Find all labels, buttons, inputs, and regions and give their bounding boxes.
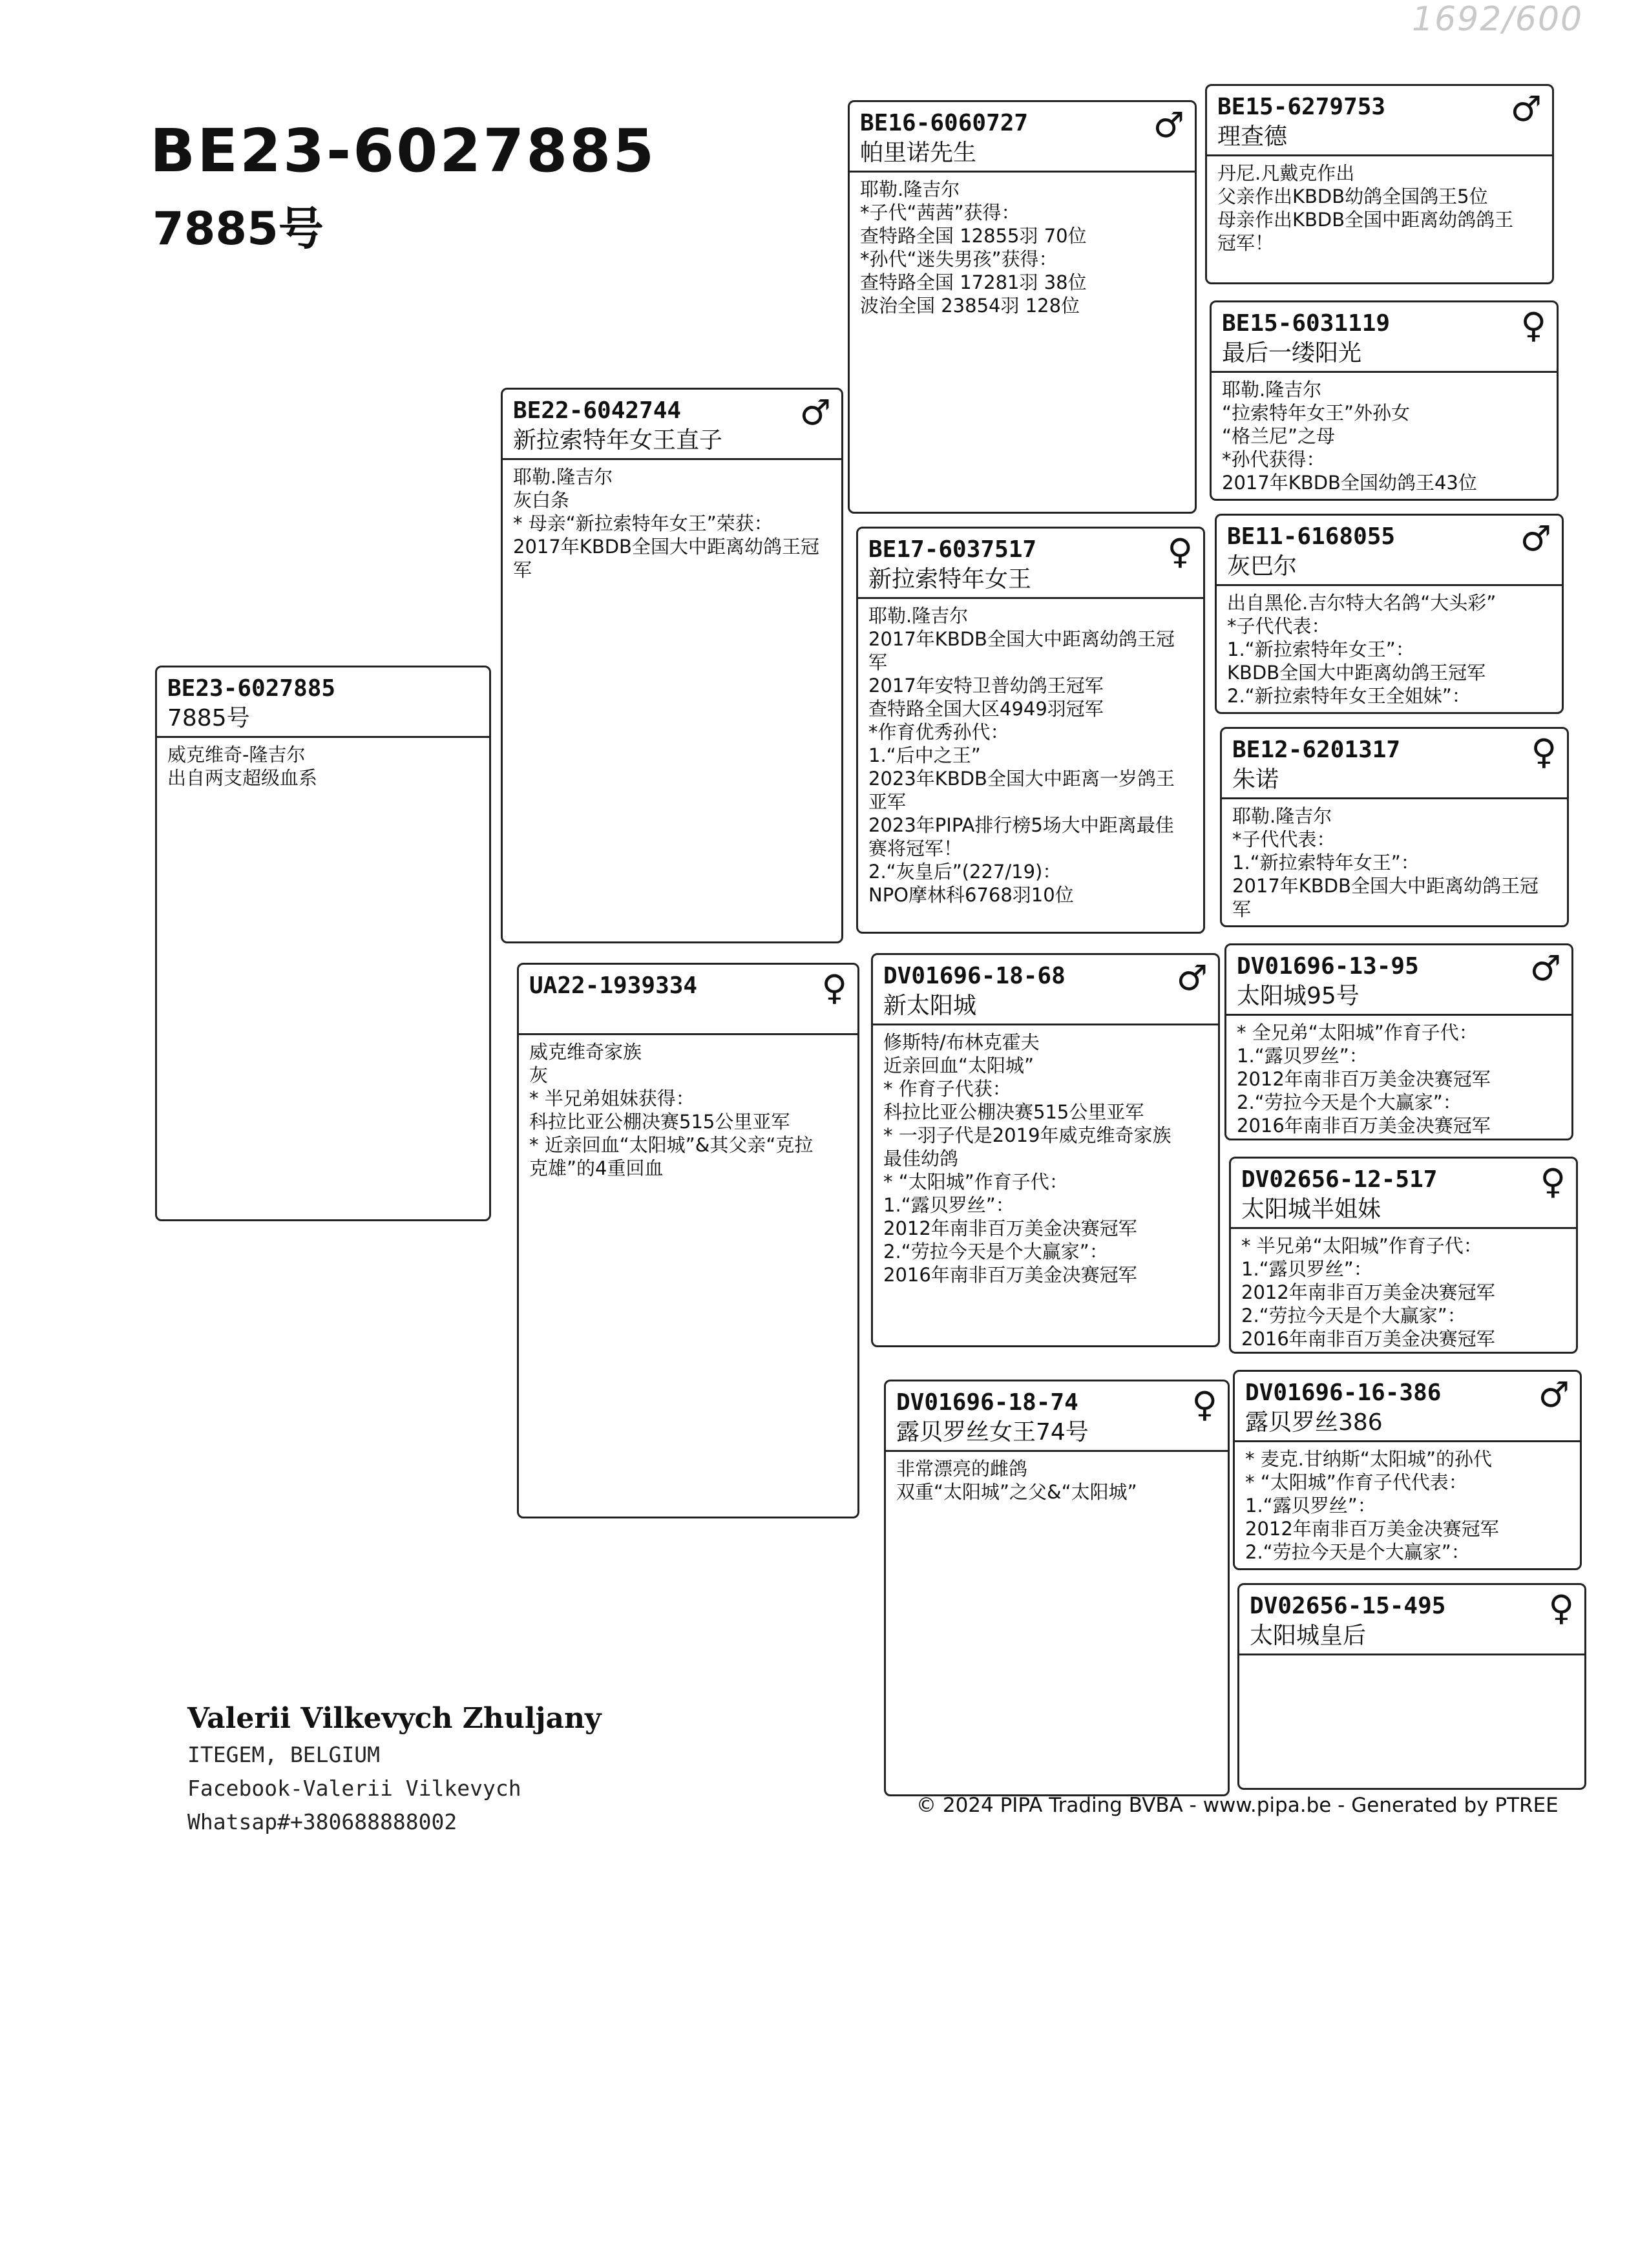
handwritten-corner-note: 1692/600 bbox=[1412, 0, 1584, 39]
note-line: 波治全国 23854羽 128位 bbox=[860, 295, 1080, 317]
note-line: 母亲作出KBDB全国中距离幼鸽鸽王 bbox=[1217, 209, 1514, 231]
pedigree-card-sire-sire-dam bbox=[1210, 300, 1559, 501]
copyright-footer: © 2024 PIPA Trading BVBA - www.pipa.be - Generated by PTREE bbox=[916, 1794, 1559, 1817]
note-line: 科拉比亚公棚决赛515公里亚军 bbox=[529, 1111, 790, 1133]
note-line: 赛将冠军！ bbox=[868, 837, 963, 859]
note-line: 亚军 bbox=[868, 791, 907, 813]
note-line: 丹尼.凡戴克作出 bbox=[1217, 162, 1355, 184]
note-line: 冠军！ bbox=[1217, 232, 1274, 254]
male-symbol-icon: ♂ bbox=[1153, 105, 1184, 145]
card-header bbox=[1217, 516, 1562, 584]
pigeon-name: 太阳城皇后 bbox=[1250, 1622, 1367, 1649]
ring-number: BE11-6168055 bbox=[1227, 523, 1396, 550]
female-symbol-icon: ♀ bbox=[1520, 305, 1546, 346]
pedigree-card-dam-dam-sire bbox=[1233, 1370, 1582, 1570]
note-line: 1.“露贝罗丝”： bbox=[1241, 1258, 1372, 1280]
pedigree-card-sire-sire-sire bbox=[1205, 84, 1554, 284]
card-notes bbox=[519, 1035, 857, 1180]
note-line: 1.“新拉索特年女王”： bbox=[1232, 852, 1420, 874]
note-line: 2.“劳拉今天是个大赢家”： bbox=[883, 1241, 1108, 1263]
note-line: 最佳幼鸽 bbox=[883, 1148, 959, 1170]
note-line: 非常漂亮的雌鸽 bbox=[896, 1458, 1028, 1480]
card-header bbox=[1239, 1585, 1584, 1654]
pigeon-name: 太阳城半姐妹 bbox=[1241, 1196, 1381, 1223]
note-line: 1.“露贝罗丝”： bbox=[883, 1194, 1014, 1216]
card-notes bbox=[503, 460, 841, 582]
note-line: 查特路全国 12855羽 70位 bbox=[860, 225, 1087, 247]
note-line: * 全兄弟“太阳城”作育子代： bbox=[1237, 1022, 1478, 1044]
note-line: 2017年KBDB全国大中距离幼鸽王冠 bbox=[868, 628, 1175, 650]
note-line: 2017年KBDB全国大中距离幼鸽王冠 bbox=[513, 536, 819, 558]
note-line: 耶勒.隆吉尔 bbox=[868, 605, 969, 627]
note-line: *子代“茜茜”获得： bbox=[860, 202, 1020, 224]
male-symbol-icon: ♂ bbox=[799, 392, 831, 433]
note-line: 灰白条 bbox=[513, 489, 570, 511]
pigeon-name: 太阳城95号 bbox=[1237, 983, 1360, 1009]
card-notes bbox=[1222, 799, 1567, 921]
note-line: 1.“露贝罗丝”： bbox=[1245, 1495, 1376, 1517]
card-header bbox=[886, 1381, 1228, 1450]
note-line: 2023年KBDB全国大中距离一岁鸽王 bbox=[868, 768, 1175, 790]
card-notes bbox=[886, 1452, 1228, 1504]
pigeon-name: 新拉索特年女王直子 bbox=[513, 427, 723, 454]
note-line: 修斯特/布林克霍夫 bbox=[883, 1031, 1040, 1053]
male-symbol-icon: ♂ bbox=[1176, 958, 1208, 998]
note-line: 1.“后中之王” bbox=[868, 744, 981, 766]
note-line: 耶勒.隆吉尔 bbox=[860, 178, 960, 200]
note-line: 2012年南非百万美金决赛冠军 bbox=[1237, 1068, 1491, 1090]
female-symbol-icon: ♀ bbox=[1540, 1161, 1566, 1202]
note-line: *孙代“迷失男孩”获得： bbox=[860, 248, 1058, 270]
male-symbol-icon: ♂ bbox=[1510, 89, 1542, 129]
ring-number: DV01696-16-386 bbox=[1245, 1380, 1442, 1406]
ring-number: BE15-6031119 bbox=[1222, 310, 1391, 337]
note-line: 2.“劳拉今天是个大赢家”： bbox=[1237, 1091, 1462, 1113]
note-line: 2.“劳拉今天是个大赢家”： bbox=[1241, 1305, 1466, 1327]
pigeon-name: 7885号 bbox=[167, 705, 250, 731]
card-notes bbox=[1226, 1016, 1571, 1137]
pigeon-name bbox=[529, 1001, 812, 1033]
male-symbol-icon: ♂ bbox=[1520, 518, 1551, 559]
female-symbol-icon: ♀ bbox=[1531, 731, 1557, 772]
note-line: 科拉比亚公棚决赛515公里亚军 bbox=[883, 1101, 1144, 1123]
pedigree-card-dam-sire-sire bbox=[1224, 943, 1573, 1140]
pedigree-card-subject bbox=[155, 666, 491, 1221]
pedigree-card-sire-dam-dam bbox=[1220, 727, 1569, 927]
note-line: *子代代表： bbox=[1232, 828, 1336, 850]
card-header bbox=[1207, 86, 1552, 154]
note-line: 父亲作出KBDB幼鸽全国鸽王5位 bbox=[1217, 185, 1488, 207]
note-line: 耶勒.隆吉尔 bbox=[1222, 379, 1322, 401]
note-line: 1.“新拉索特年女王”： bbox=[1227, 638, 1414, 660]
ring-number: DV01696-18-68 bbox=[883, 963, 1066, 989]
note-line: 出自两支超级血系 bbox=[167, 767, 318, 789]
note-line: 2.“新拉索特年女王全姐妹”： bbox=[1227, 685, 1471, 707]
pedigree-card-sire bbox=[501, 388, 843, 943]
note-line: 军 bbox=[1232, 898, 1252, 920]
card-header bbox=[157, 667, 489, 736]
card-header bbox=[519, 965, 857, 1033]
card-notes bbox=[1207, 156, 1552, 255]
card-header bbox=[1226, 945, 1571, 1014]
breeder-info bbox=[187, 1699, 602, 1839]
card-notes bbox=[1212, 373, 1557, 494]
note-line: * 作育子代获： bbox=[883, 1078, 1011, 1100]
card-header bbox=[1212, 302, 1557, 371]
male-symbol-icon: ♂ bbox=[1538, 1374, 1570, 1415]
pedigree-card-dam-sire-dam bbox=[1229, 1157, 1578, 1354]
ring-number: DV02656-12-517 bbox=[1241, 1166, 1438, 1193]
ring-number: BE23-6027885 bbox=[167, 675, 336, 702]
note-line: 查特路全国 17281羽 38位 bbox=[860, 271, 1087, 293]
pedigree-card-dam-sire bbox=[871, 953, 1220, 1347]
note-line: * 近亲回血“太阳城”&其父亲“克拉 bbox=[529, 1134, 814, 1156]
note-line: 2016年南非百万美金决赛冠军 bbox=[883, 1264, 1137, 1286]
pigeon-name: 露贝罗丝女王74号 bbox=[896, 1419, 1089, 1445]
pigeon-name: 帕里诺先生 bbox=[860, 140, 977, 166]
note-line: KBDB全国大中距离幼鸽王冠军 bbox=[1227, 662, 1486, 684]
breeder-whatsapp: Whatsap#+380688888002 bbox=[187, 1809, 457, 1834]
ring-number: BE15-6279753 bbox=[1217, 94, 1386, 120]
ring-number: BE16-6060727 bbox=[860, 110, 1029, 136]
pedigree-card-dam bbox=[517, 963, 859, 1518]
note-line: 出自黑伦.吉尔特大名鸽“大头彩” bbox=[1227, 592, 1497, 614]
ring-number: DV01696-18-74 bbox=[896, 1389, 1078, 1416]
note-line: 军 bbox=[868, 651, 888, 673]
note-line: 克雄”的4重回血 bbox=[529, 1157, 664, 1179]
pigeon-name: 理查德 bbox=[1217, 123, 1288, 150]
note-line: “拉索特年女王”外孙女 bbox=[1222, 402, 1411, 424]
note-line: 2017年KBDB全国大中距离幼鸽王冠 bbox=[1232, 875, 1539, 897]
note-line: 2017年KBDB全国幼鸽王43位 bbox=[1222, 472, 1477, 494]
note-line: 灰 bbox=[529, 1064, 549, 1086]
note-line: * 半兄弟“太阳城”作育子代： bbox=[1241, 1235, 1482, 1257]
ring-number: BE12-6201317 bbox=[1232, 737, 1401, 763]
female-symbol-icon: ♀ bbox=[821, 967, 847, 1008]
note-line: * “太阳城”作育子代代表： bbox=[1245, 1471, 1467, 1493]
pedigree-card-sire-dam bbox=[856, 527, 1205, 934]
card-header bbox=[503, 390, 841, 458]
note-line: 2016年南非百万美金决赛冠军 bbox=[1237, 1115, 1491, 1137]
note-line: * 母亲“新拉索特年女王”荣获： bbox=[513, 512, 773, 534]
card-header bbox=[873, 955, 1218, 1024]
card-notes bbox=[858, 599, 1203, 907]
ring-number: DV02656-15-495 bbox=[1250, 1593, 1446, 1619]
note-line: 查特路全国大区4949羽冠军 bbox=[868, 698, 1104, 720]
female-symbol-icon: ♀ bbox=[1548, 1588, 1574, 1628]
pigeon-name: 灰巴尔 bbox=[1227, 553, 1297, 580]
breeder-location: ITEGEM, BELGIUM bbox=[187, 1742, 381, 1767]
pigeon-name-title: 7885号 bbox=[152, 202, 324, 255]
ring-number: BE22-6042744 bbox=[513, 397, 682, 424]
note-line: * 一羽子代是2019年威克维奇家族 bbox=[883, 1124, 1171, 1146]
pigeon-ring-number-title: BE23-6027885 bbox=[150, 116, 656, 185]
note-line: 双重“太阳城”之父&“太阳城” bbox=[896, 1481, 1137, 1503]
pedigree-card-sire-sire bbox=[848, 100, 1197, 514]
card-notes bbox=[1217, 586, 1562, 708]
note-line: * “太阳城”作育子代： bbox=[883, 1171, 1068, 1193]
breeder-name: Valerii Vilkevych Zhuljany bbox=[187, 1702, 602, 1735]
note-line: 军 bbox=[513, 559, 532, 581]
card-notes bbox=[157, 738, 489, 790]
note-line: 威克维奇家族 bbox=[529, 1041, 642, 1063]
card-header bbox=[1231, 1159, 1576, 1227]
card-notes bbox=[1235, 1442, 1580, 1564]
pigeon-name: 新太阳城 bbox=[883, 992, 977, 1019]
note-line: 2.“劳拉今天是个大赢家”： bbox=[1245, 1541, 1470, 1563]
ring-number: BE17-6037517 bbox=[868, 536, 1037, 563]
note-line: * 麦克.甘纳斯“太阳城”的孙代 bbox=[1245, 1448, 1492, 1470]
pedigree-card-sire-dam-sire bbox=[1215, 514, 1564, 714]
ring-number: UA22-1939334 bbox=[529, 972, 698, 999]
card-header bbox=[850, 102, 1195, 171]
pedigree-card-dam-dam-dam bbox=[1237, 1583, 1586, 1790]
note-line: 威克维奇-隆吉尔 bbox=[167, 744, 306, 766]
ring-number: DV01696-13-95 bbox=[1237, 953, 1419, 980]
pigeon-name: 朱诺 bbox=[1232, 766, 1279, 793]
female-symbol-icon: ♀ bbox=[1167, 531, 1193, 572]
pigeon-name: 新拉索特年女王 bbox=[868, 566, 1032, 593]
card-header bbox=[1222, 729, 1567, 797]
note-line: 近亲回血“太阳城” bbox=[883, 1055, 1035, 1076]
note-line: NPO摩林科6768羽10位 bbox=[868, 884, 1074, 906]
note-line: 2012年南非百万美金决赛冠军 bbox=[883, 1217, 1137, 1239]
female-symbol-icon: ♀ bbox=[1192, 1384, 1217, 1425]
note-line: * 半兄弟姐妹获得： bbox=[529, 1087, 695, 1109]
note-line: 2012年南非百万美金决赛冠军 bbox=[1245, 1518, 1499, 1540]
male-symbol-icon: ♂ bbox=[1529, 948, 1561, 989]
note-line: 耶勒.隆吉尔 bbox=[1232, 805, 1332, 827]
note-line: 2023年PIPA排行榜5场大中距离最佳 bbox=[868, 814, 1174, 836]
note-line: 1.“露贝罗丝”： bbox=[1237, 1045, 1368, 1067]
note-line: “格兰尼”之母 bbox=[1222, 425, 1336, 447]
note-line: 2.“灰皇后”(227/19)： bbox=[868, 861, 1062, 883]
note-line: 耶勒.隆吉尔 bbox=[513, 466, 613, 488]
note-line: *孙代获得： bbox=[1222, 448, 1325, 470]
breeder-facebook: Facebook-Valerii Vilkevych bbox=[187, 1776, 521, 1801]
pigeon-name: 露贝罗丝386 bbox=[1245, 1409, 1383, 1436]
note-line: 2012年南非百万美金决赛冠军 bbox=[1241, 1281, 1495, 1303]
card-notes bbox=[1231, 1229, 1576, 1350]
card-header bbox=[858, 529, 1203, 597]
note-line: 2017年安特卫普幼鸽王冠军 bbox=[868, 675, 1104, 697]
card-notes bbox=[1239, 1655, 1584, 1661]
pigeon-name: 最后一缕阳光 bbox=[1222, 340, 1362, 366]
note-line: *作育优秀孙代： bbox=[868, 721, 1009, 743]
note-line: 2016年南非百万美金决赛冠军 bbox=[1241, 1328, 1495, 1350]
note-line: *子代代表： bbox=[1227, 615, 1330, 637]
pedigree-card-dam-dam bbox=[884, 1380, 1230, 1796]
card-notes bbox=[873, 1025, 1218, 1286]
card-notes bbox=[850, 173, 1195, 317]
card-header bbox=[1235, 1372, 1580, 1440]
